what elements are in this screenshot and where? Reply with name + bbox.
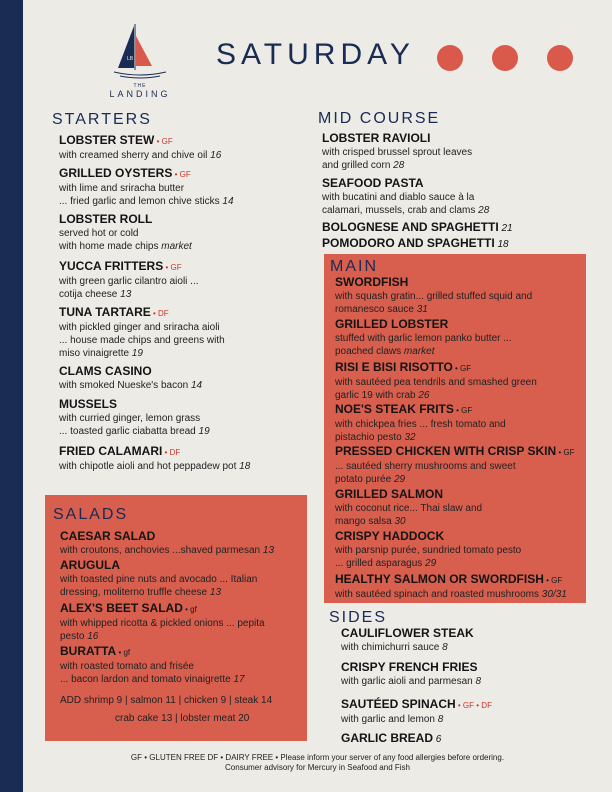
dietary-tag: • GF xyxy=(172,170,191,179)
menu-item-description xyxy=(341,641,474,654)
menu-item xyxy=(335,529,521,570)
salad-addons-line: crab cake 13 | lobster meat 20 xyxy=(115,713,250,724)
description-text: ... bacon lardon and tomato vinaigrette xyxy=(60,674,231,685)
description-text: poached claws xyxy=(335,346,402,357)
menu-item xyxy=(341,626,474,654)
menu-item-name: CRISPY HADDOCK xyxy=(335,529,445,543)
menu-item-description xyxy=(60,617,265,630)
menu-item-name-row xyxy=(59,397,210,412)
starters-heading: STARTERS xyxy=(52,111,152,128)
menu-item-description xyxy=(60,573,257,586)
menu-item-description xyxy=(59,460,250,473)
menu-item xyxy=(335,360,537,402)
description-text: and grilled corn xyxy=(322,160,391,171)
svg-text:LB: LB xyxy=(127,56,134,62)
menu-item-price: 30 xyxy=(391,516,406,527)
menu-item-name: GRILLED LOBSTER xyxy=(335,317,449,331)
menu-item-price: 16 xyxy=(207,150,222,161)
dietary-tag: • gf xyxy=(116,648,131,657)
menu-item-name: CAULIFLOWER STEAK xyxy=(341,626,474,640)
description-text: pesto xyxy=(60,631,85,642)
restaurant-logo xyxy=(100,20,180,104)
menu-item xyxy=(335,487,482,528)
menu-item-description xyxy=(341,675,481,688)
description-text: miso vinaigrette xyxy=(59,348,130,359)
menu-item-name-row xyxy=(335,572,567,588)
menu-item-description xyxy=(59,288,199,301)
menu-item-price: 17 xyxy=(230,674,245,685)
menu-item-description xyxy=(59,347,225,360)
menu-item-name-row xyxy=(60,601,265,617)
menu-item-name-row xyxy=(335,360,537,376)
menu-item-price: market xyxy=(158,241,192,252)
menu-item-name-row xyxy=(335,402,506,418)
sides-heading: SIDES xyxy=(329,609,388,626)
description-text: pistachio pesto xyxy=(335,432,402,443)
sailboat-logo-icon xyxy=(110,20,170,82)
description-text: with roasted tomato and frisée xyxy=(60,661,194,672)
menu-item-name: MUSSELS xyxy=(59,397,118,411)
menu-item-name: CLAMS CASINO xyxy=(59,364,152,378)
menu-item xyxy=(59,444,250,473)
menu-item-name: LOBSTER STEW xyxy=(59,133,155,147)
menu-item-name: YUCCA FRITTERS xyxy=(59,259,164,273)
menu-item-name: ALEX'S BEET SALAD xyxy=(60,601,183,615)
menu-item-name: HEALTHY SALMON OR SWORDFISH xyxy=(335,572,544,586)
menu-item-price: market xyxy=(401,346,435,357)
menu-item xyxy=(59,364,202,392)
description-text: ... sautéed sherry mushrooms and sweet xyxy=(335,461,516,472)
description-text: with smoked Nueske's bacon xyxy=(59,380,189,391)
menu-item-description xyxy=(59,412,210,425)
menu-item-name: SWORDFISH xyxy=(335,275,409,289)
menu-item-name: GRILLED OYSTERS xyxy=(59,166,173,180)
menu-item-description xyxy=(59,149,221,162)
page-title: SATURDAY xyxy=(216,38,415,71)
menu-item-description xyxy=(335,431,506,444)
dietary-tag: • GF xyxy=(453,406,473,415)
menu-item xyxy=(341,731,441,747)
menu-item xyxy=(322,176,489,217)
description-text: with chickpea fries ... fresh tomato and xyxy=(335,419,506,430)
menu-item-name-row xyxy=(335,487,482,502)
menu-item-description xyxy=(335,345,512,358)
description-text: with home made chips xyxy=(59,241,159,252)
description-text: with crisped brussel sprout leaves xyxy=(322,147,473,158)
description-text: with parsnip purée, sundried tomato pesto xyxy=(335,545,522,556)
menu-item-description xyxy=(60,673,245,686)
description-text: garlic 19 with crab xyxy=(335,390,416,401)
decorative-dot xyxy=(547,45,573,71)
menu-item-description xyxy=(335,290,532,303)
menu-item-price: 28 xyxy=(475,205,490,216)
salad-addons-line: ADD shrimp 9 | salmon 11 | chicken 9 | steak 14 xyxy=(60,695,273,706)
menu-item-description xyxy=(335,557,521,570)
menu-item-price: 16 xyxy=(84,631,99,642)
menu-item-name: BOLOGNESE AND SPAGHETTI xyxy=(322,220,499,234)
menu-item-name-row xyxy=(322,220,513,236)
menu-item-description xyxy=(335,544,521,557)
menu-item xyxy=(59,133,221,162)
menu-item-description xyxy=(322,204,489,217)
description-text: ... fried garlic and lemon chive sticks xyxy=(59,196,220,207)
menu-item-price: 32 xyxy=(401,432,416,443)
description-text: mango salsa xyxy=(335,516,392,527)
menu-item-name-row xyxy=(341,731,441,747)
menu-item-name: SEAFOOD PASTA xyxy=(322,176,424,190)
menu-item-description xyxy=(335,303,532,316)
menu-item-name-row xyxy=(335,529,521,544)
menu-item-description xyxy=(335,588,567,601)
footer-line: GF • GLUTEN FREE DF • DAIRY FREE • Please inform your server of any food allergies before ordering. xyxy=(130,753,505,762)
menu-item xyxy=(59,397,210,438)
menu-item-description xyxy=(335,460,575,473)
menu-item-name: SAUTÉED SPINACH xyxy=(341,697,456,711)
menu-item-name-row xyxy=(59,259,199,275)
menu-item-price: 29 xyxy=(422,558,437,569)
menu-item-name-row xyxy=(59,444,250,460)
menu-item-description xyxy=(59,334,225,347)
dietary-tag: • GF xyxy=(556,448,575,457)
description-text: with chipotle aioli and hot peppadew pot xyxy=(59,461,237,472)
menu-item-description xyxy=(335,376,537,389)
menu-item-name-row xyxy=(59,166,234,182)
menu-item xyxy=(335,402,506,444)
menu-item-price: 19 xyxy=(195,426,210,437)
menu-item-name: CAESAR SALAD xyxy=(60,529,156,543)
menu-item-price: 13 xyxy=(117,289,132,300)
menu-item-name-row xyxy=(59,364,202,379)
menu-item-description xyxy=(322,191,489,204)
menu-item-description xyxy=(322,146,472,159)
dietary-tag: • gf xyxy=(182,605,197,614)
description-text: with green garlic cilantro aioli ... xyxy=(59,276,199,287)
navy-side-bar xyxy=(0,0,23,792)
menu-item-price: 29 xyxy=(391,474,406,485)
menu-item xyxy=(59,305,225,360)
main-heading: MAIN xyxy=(330,258,378,275)
description-text: cotija cheese xyxy=(59,289,118,300)
description-text: with garlic aioli and parmesan xyxy=(341,676,473,687)
dietary-tag: • GF xyxy=(452,364,472,373)
menu-item-description xyxy=(59,182,234,195)
description-text: ... toasted garlic ciabatta bread xyxy=(59,426,196,437)
menu-item-description xyxy=(59,425,210,438)
menu-item xyxy=(322,236,509,252)
menu-item-description xyxy=(335,418,506,431)
description-text: ... house made chips and greens with xyxy=(59,335,225,346)
menu-item-name-row xyxy=(335,275,532,290)
menu-item xyxy=(341,697,492,726)
menu-item-name: GARLIC BREAD xyxy=(341,731,433,745)
menu-item-name: POMODORO AND SPAGHETTI xyxy=(322,236,495,250)
menu-item-name: BURATTA xyxy=(60,644,117,658)
menu-item xyxy=(59,259,199,301)
menu-item-description xyxy=(335,389,537,402)
menu-item-name-row xyxy=(59,305,225,321)
menu-item xyxy=(335,572,567,601)
description-text: with bucatini and diablo sauce à la xyxy=(322,192,475,203)
description-text: romanesco sauce xyxy=(335,304,414,315)
menu-item-description xyxy=(322,159,472,172)
menu-item-description xyxy=(335,502,482,515)
menu-item-description xyxy=(59,321,225,334)
description-text: with toasted pine nuts and avocado ... Italian xyxy=(60,574,258,585)
menu-item-name-row xyxy=(60,529,274,544)
menu-item-name: GRILLED SALMON xyxy=(335,487,443,501)
menu-item xyxy=(59,212,192,253)
menu-item-description xyxy=(60,544,274,557)
menu-item-price: 31 xyxy=(413,304,428,315)
menu-item-price: 13 xyxy=(260,545,275,556)
description-text: with pickled ginger and sriracha aioli xyxy=(59,322,220,333)
menu-item-name: TUNA TARTARE xyxy=(59,305,151,319)
menu-item-name: RISI E BISI RISOTTO xyxy=(335,360,453,374)
menu-item-name-row xyxy=(341,660,481,675)
description-text: calamari, mussels, crab and clams xyxy=(322,205,476,216)
menu-item-description xyxy=(60,630,265,643)
menu-item-name-row xyxy=(322,176,489,191)
description-text: with garlic and lemon xyxy=(341,714,435,725)
menu-item-description xyxy=(60,586,257,599)
decorative-dot xyxy=(492,45,518,71)
menu-item-price: 6 xyxy=(433,734,442,745)
menu-item xyxy=(60,644,245,686)
description-text: with creamed sherry and chive oil xyxy=(59,150,208,161)
description-text: with whipped ricotta & pickled onions ... pepita xyxy=(60,618,265,629)
menu-item-name-row xyxy=(59,212,192,227)
description-text: with sautéed pea tendrils and smashed green xyxy=(335,377,537,388)
menu-item-description xyxy=(59,379,202,392)
salads-heading: SALADS xyxy=(53,506,129,523)
menu-item xyxy=(60,529,274,557)
menu-item-description xyxy=(341,713,492,726)
menu-item-price: 14 xyxy=(188,380,203,391)
menu-item-name-row xyxy=(335,317,512,332)
menu-item-price: 14 xyxy=(219,196,234,207)
description-text: with croutons, anchovies ...shaved parmesan xyxy=(60,545,261,556)
menu-item-price: 13 xyxy=(207,587,222,598)
menu-item-price: 8 xyxy=(472,676,482,687)
logo-small-text: THE xyxy=(133,83,147,89)
menu-item-name-row xyxy=(60,644,245,660)
description-text: potato purée xyxy=(335,474,392,485)
logo-name: LANDING xyxy=(109,89,171,99)
menu-item xyxy=(322,220,513,236)
menu-item xyxy=(335,275,532,316)
menu-item xyxy=(60,558,257,599)
dietary-tag: • GF xyxy=(154,137,173,146)
menu-item-price: 30/31 xyxy=(539,589,567,600)
menu-item-name-row xyxy=(322,236,509,252)
menu-item-description xyxy=(59,240,192,253)
decorative-dot xyxy=(437,45,463,71)
menu-item-price: 18 xyxy=(236,461,251,472)
dietary-tag: • DF xyxy=(150,309,169,318)
menu-item-description xyxy=(335,332,512,345)
menu-item-price: 8 xyxy=(434,714,444,725)
menu-item-name-row xyxy=(341,697,492,713)
menu-item-name: FRIED CALAMARI xyxy=(59,444,163,458)
menu-item-name: CRISPY FRENCH FRIES xyxy=(341,660,478,674)
description-text: served hot or cold xyxy=(59,228,139,239)
menu-item-description xyxy=(59,195,234,208)
dietary-tag: • GF xyxy=(163,263,182,272)
mid-course-heading: MID COURSE xyxy=(318,110,441,127)
menu-item-description xyxy=(335,515,482,528)
menu-item-name: PRESSED CHICKEN WITH CRISP SKIN xyxy=(335,444,557,458)
menu-item-name: ARUGULA xyxy=(60,558,120,572)
menu-item-name-row xyxy=(335,444,575,460)
description-text: with lime and sriracha butter xyxy=(59,183,185,194)
dietary-tag: • DF xyxy=(162,448,181,457)
menu-item-price: 8 xyxy=(439,642,448,653)
menu-item-price: 18 xyxy=(494,239,509,250)
menu-item-name-row xyxy=(59,133,221,149)
menu-item-description xyxy=(60,660,245,673)
description-text: with coconut rice... Thai slaw and xyxy=(335,503,483,514)
menu-item xyxy=(341,660,481,688)
description-text: with chimichurri sauce xyxy=(341,642,440,653)
description-text: stuffed with garlic lemon panko butter ... xyxy=(335,333,512,344)
menu-item-name: LOBSTER RAVIOLI xyxy=(322,131,431,145)
description-text: dressing, moliterno truffle cheese xyxy=(60,587,208,598)
footer-line: Consumer advisory for Mercury in Seafood and Fish xyxy=(225,763,410,772)
menu-item xyxy=(322,131,472,172)
menu-item-name-row xyxy=(322,131,472,146)
description-text: with sautéed spinach and roasted mushrooms xyxy=(335,589,540,600)
menu-item-description xyxy=(59,275,199,288)
dietary-tag: • GF xyxy=(543,576,563,585)
menu-item xyxy=(335,444,575,486)
menu-item-description xyxy=(335,473,575,486)
description-text: with squash gratin... grilled stuffed squid and xyxy=(335,291,533,302)
menu-item-price: 26 xyxy=(415,390,430,401)
menu-item-price: 28 xyxy=(390,160,405,171)
menu-item-name: LOBSTER ROLL xyxy=(59,212,153,226)
menu-item-description xyxy=(59,227,192,240)
menu-item-price: 19 xyxy=(129,348,143,359)
menu-item xyxy=(59,166,234,208)
menu-item-price: 21 xyxy=(498,223,513,234)
menu-item-name-row xyxy=(60,558,257,573)
menu-item xyxy=(60,601,265,643)
description-text: ... grilled asparagus xyxy=(335,558,423,569)
menu-item-name: NOE'S STEAK FRITS xyxy=(335,402,454,416)
menu-item xyxy=(335,317,512,358)
menu-item-name-row xyxy=(341,626,474,641)
allergy-footer xyxy=(45,753,590,773)
description-text: with curried ginger, lemon grass xyxy=(59,413,201,424)
dietary-tag: • GF • DF xyxy=(455,701,492,710)
